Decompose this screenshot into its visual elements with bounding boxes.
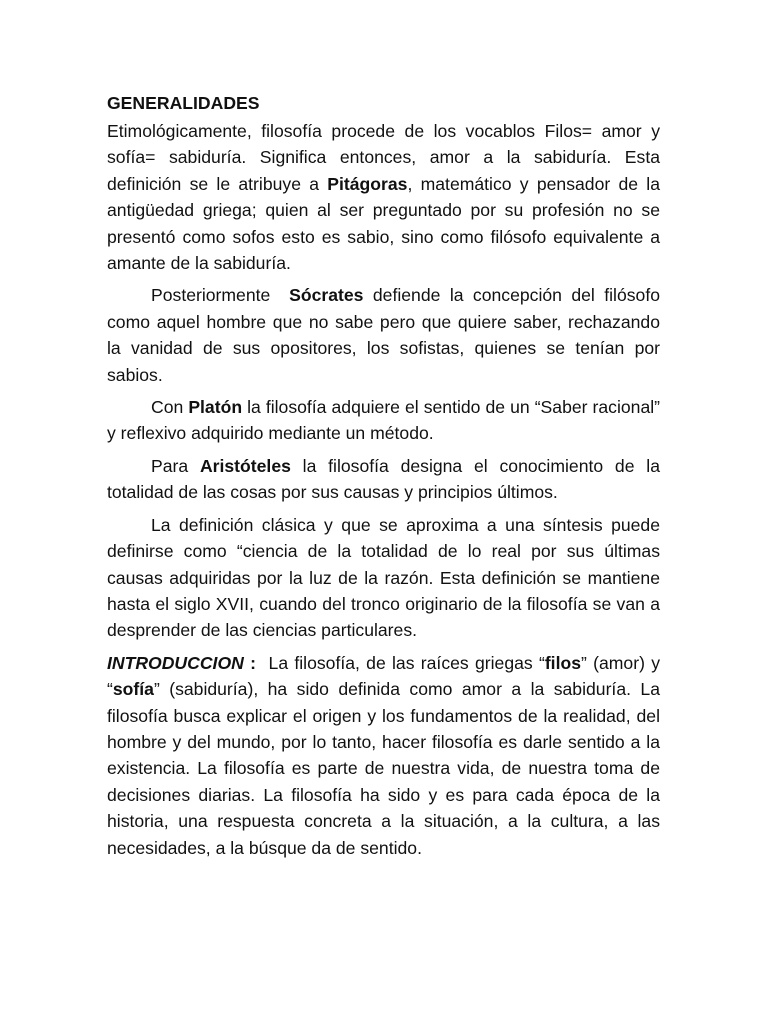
p2-text-2: defiende la concepción del filósofo como aquel hombre que no sabe pero que quiere saber, rechazando la vanidad de sus opositores, los sofistas, quienes se tenían por sabios. (107, 285, 660, 385)
paragraph-aristoteles (107, 453, 660, 506)
p4-text-2: la filosofía designa el conocimiento de la totalidad de las cosas por sus causas y principios últimos. (107, 455, 660, 503)
p6-text-3: ” (sabiduría), ha sido definida como amor a la sabiduría. La filosofía busca explicar el origen y los fundamentos de la realidad, del hombre y del mundo, por lo tanto, hacer filosofía es darle sentido a la existencia. La filosofía es parte de nuestra vida, de nuestra toma de decisiones diarias. La filosofía ha sido y es para cada época de la historia, una respuesta concreta a la situación, a la cultura, a las necesidades, a la búsque da de sentido. (107, 679, 660, 858)
p5-text-1: La definición clásica y que se aproxima a una síntesis puede definirse como “ciencia de la totalidad de lo real por sus últimas causas adquiridas por la luz de la razón. Esta definición se mantiene hasta el siglo XVII, cuando del tronco originario de la filosofía se van a desprender de las ciencias particulares. (107, 514, 660, 641)
paragraph-platon (107, 394, 660, 447)
document-page (107, 90, 660, 867)
p3-bold-platon: Platón (188, 397, 243, 418)
paragraph-introduction (107, 650, 660, 861)
p2-bold-socrates: Sócrates (289, 285, 364, 306)
p4-bold-aristoteles: Aristóteles (199, 455, 291, 476)
introduction-colon: : (243, 652, 256, 673)
p4-text-1: Para (151, 455, 200, 476)
introduction-label: INTRODUCCION (107, 652, 244, 673)
p6-bold-sofia: sofía (112, 679, 154, 700)
p2-text-1: Posteriormente (151, 285, 290, 306)
p6-bold-filos: filos (544, 652, 581, 673)
p1-text-2: , matemático y pensador de la antigüedad griega; quien al ser preguntado por su profesión no se presentó como sofos esto es sabio, sino como filósofo equivalente a amante de la sabiduría. (107, 173, 660, 274)
paragraph-classic-definition (107, 512, 660, 644)
paragraph-socrates (107, 282, 660, 388)
p3-text-1: Con (151, 397, 189, 418)
paragraph-etymology (107, 118, 660, 276)
p3-text-2: la filosofía adquiere el sentido de un “Saber racional” y reflexivo adquirido mediante un método. (107, 397, 660, 444)
section-heading: GENERALIDADES (107, 93, 260, 113)
p6-text-2: ” (amor) y “ (107, 652, 661, 700)
p1-bold-pitagoras: Pitágoras (327, 173, 408, 194)
p6-text-1: La filosofía, de las raíces griegas “ (255, 652, 545, 673)
p1-text-1: Etimológicamente, filosofía procede de los vocablos Filos= amor y sofía= sabiduría. Significa entonces, amor a la sabiduría. Esta definición se le atribuye a (107, 121, 660, 194)
